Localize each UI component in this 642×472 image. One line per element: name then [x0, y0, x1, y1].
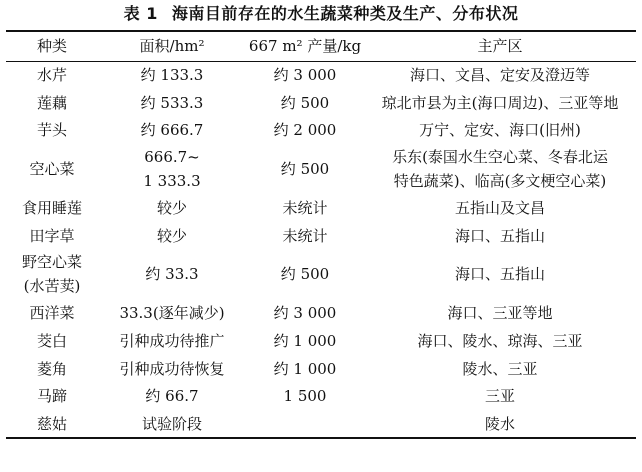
cell-kind — [6, 144, 98, 194]
cell-kind — [6, 194, 98, 222]
cell-kind-line: 茭白 — [36, 331, 67, 350]
cell-yield: 约 1 000 — [273, 331, 337, 350]
cell-region — [364, 299, 636, 327]
cell-region — [364, 144, 636, 194]
cell-yield: 约 3 000 — [273, 304, 337, 323]
cell-area — [98, 61, 246, 89]
table-title: 海南目前存在的水生蔬菜种类及生产、分布状况 — [171, 4, 519, 23]
table-row — [6, 144, 636, 194]
cell-area-line: 33.3(逐年减少) — [119, 304, 225, 323]
cell-area — [98, 299, 246, 327]
cell-yield: 约 500 — [280, 265, 330, 284]
cell-area — [98, 249, 246, 299]
table-row — [6, 116, 636, 144]
table-row — [6, 355, 636, 383]
table-row — [6, 89, 636, 117]
table-row — [6, 327, 636, 355]
table-row — [6, 222, 636, 250]
cell-kind-line: 空心菜 — [29, 160, 75, 179]
cell-area-line: 引种成功待恢复 — [119, 359, 225, 378]
cell-area — [98, 355, 246, 383]
cell-region-line: 陵水、三亚 — [462, 359, 538, 378]
cell-area — [98, 327, 246, 355]
cell-kind-line: 莲藕 — [36, 93, 67, 112]
header-kind: 种类 — [6, 31, 98, 61]
cell-region — [364, 194, 636, 222]
cell-region-line: 海口、三亚等地 — [447, 304, 553, 323]
table-row — [6, 383, 636, 411]
cell-region — [364, 327, 636, 355]
cell-region-line: 乐东(泰国水生空心菜、冬春北运 — [392, 148, 608, 167]
cell-area-line: 约 133.3 — [140, 66, 204, 85]
cell-region — [364, 61, 636, 89]
cell-area-line: 试验阶段 — [141, 414, 202, 433]
cell-kind — [6, 299, 98, 327]
cell-yield: 约 2 000 — [273, 121, 337, 140]
cell-region — [364, 410, 636, 438]
cell-region — [364, 89, 636, 117]
cell-kind — [6, 61, 98, 89]
cell-kind — [6, 410, 98, 438]
cell-kind — [6, 249, 98, 299]
cell-area-line: 1 333.3 — [143, 172, 201, 191]
cell-yield: 1 500 — [283, 387, 327, 406]
cell-kind-line: 慈姑 — [36, 414, 67, 433]
table-row — [6, 194, 636, 222]
cell-area-line: 约 666.7 — [140, 121, 204, 140]
cell-kind — [6, 89, 98, 117]
cell-region-line: 五指山及文昌 — [454, 198, 545, 217]
cell-kind — [6, 116, 98, 144]
cell-region-line: 琼北市县为主(海口周边)、三亚等地 — [381, 93, 619, 112]
table-caption — [0, 0, 642, 28]
cell-kind — [6, 327, 98, 355]
header-yield: 667 m² 产量/kg — [246, 31, 364, 61]
cell-region — [364, 116, 636, 144]
cell-area — [98, 383, 246, 411]
cell-kind-line: 马蹄 — [36, 387, 67, 406]
cell-region-line: 特色蔬菜)、临高(多文梗空心菜) — [393, 172, 607, 191]
cell-kind-line: 野空心菜 — [21, 253, 82, 272]
cell-yield: 约 500 — [280, 160, 330, 179]
cell-area-line: 较少 — [156, 226, 187, 245]
header-region: 主产区 — [364, 31, 636, 61]
cell-region-line: 海口、陵水、琼海、三亚 — [417, 331, 583, 350]
cell-yield: 约 500 — [280, 93, 330, 112]
cell-region-line: 陵水 — [484, 414, 515, 433]
cell-kind-line: 菱角 — [36, 359, 67, 378]
cell-yield: 约 3 000 — [273, 66, 337, 85]
table-row — [6, 299, 636, 327]
cell-kind — [6, 222, 98, 250]
cell-area — [98, 194, 246, 222]
cell-area — [98, 116, 246, 144]
cell-area-line: 约 533.3 — [140, 93, 204, 112]
cell-area-line: 约 66.7 — [145, 387, 199, 406]
table-row — [6, 61, 636, 89]
cell-region-line: 三亚 — [484, 387, 515, 406]
cell-region-line: 海口、五指山 — [454, 265, 545, 284]
cell-kind-line: 芋头 — [36, 121, 67, 140]
cell-yield: 未统计 — [282, 226, 328, 245]
cell-yield: 未统计 — [282, 198, 328, 217]
cell-yield: 约 1 000 — [273, 359, 337, 378]
cell-region-line: 万宁、定安、海口(旧州) — [419, 121, 581, 140]
cell-region — [364, 249, 636, 299]
table-row — [6, 410, 636, 438]
cell-area — [98, 89, 246, 117]
cell-region — [364, 383, 636, 411]
table-row — [6, 249, 636, 299]
cell-area — [98, 144, 246, 194]
cell-area-line: 约 33.3 — [145, 265, 199, 284]
cell-area-line: 较少 — [156, 198, 187, 217]
table-body — [6, 61, 636, 438]
vegetable-table — [6, 30, 636, 439]
header-area: 面积/hm² — [98, 31, 246, 61]
cell-kind-line: 田字草 — [29, 226, 75, 245]
cell-kind — [6, 383, 98, 411]
cell-area — [98, 222, 246, 250]
cell-kind-line: 水芹 — [36, 66, 67, 85]
cell-kind-line: (水苦荬) — [23, 277, 81, 296]
cell-region-line: 海口、五指山 — [454, 226, 545, 245]
cell-kind — [6, 355, 98, 383]
cell-area — [98, 410, 246, 438]
cell-kind-line: 西洋菜 — [29, 304, 75, 323]
cell-region-line: 海口、文昌、定安及澄迈等 — [409, 66, 590, 85]
cell-area-line: 666.7~ — [144, 148, 200, 167]
cell-kind-line: 食用睡莲 — [21, 198, 82, 217]
table-number: 表 1 — [123, 4, 158, 23]
cell-area-line: 引种成功待推广 — [119, 331, 225, 350]
table-header-row — [6, 31, 636, 61]
cell-region — [364, 355, 636, 383]
cell-region — [364, 222, 636, 250]
cell-yield — [246, 410, 364, 438]
